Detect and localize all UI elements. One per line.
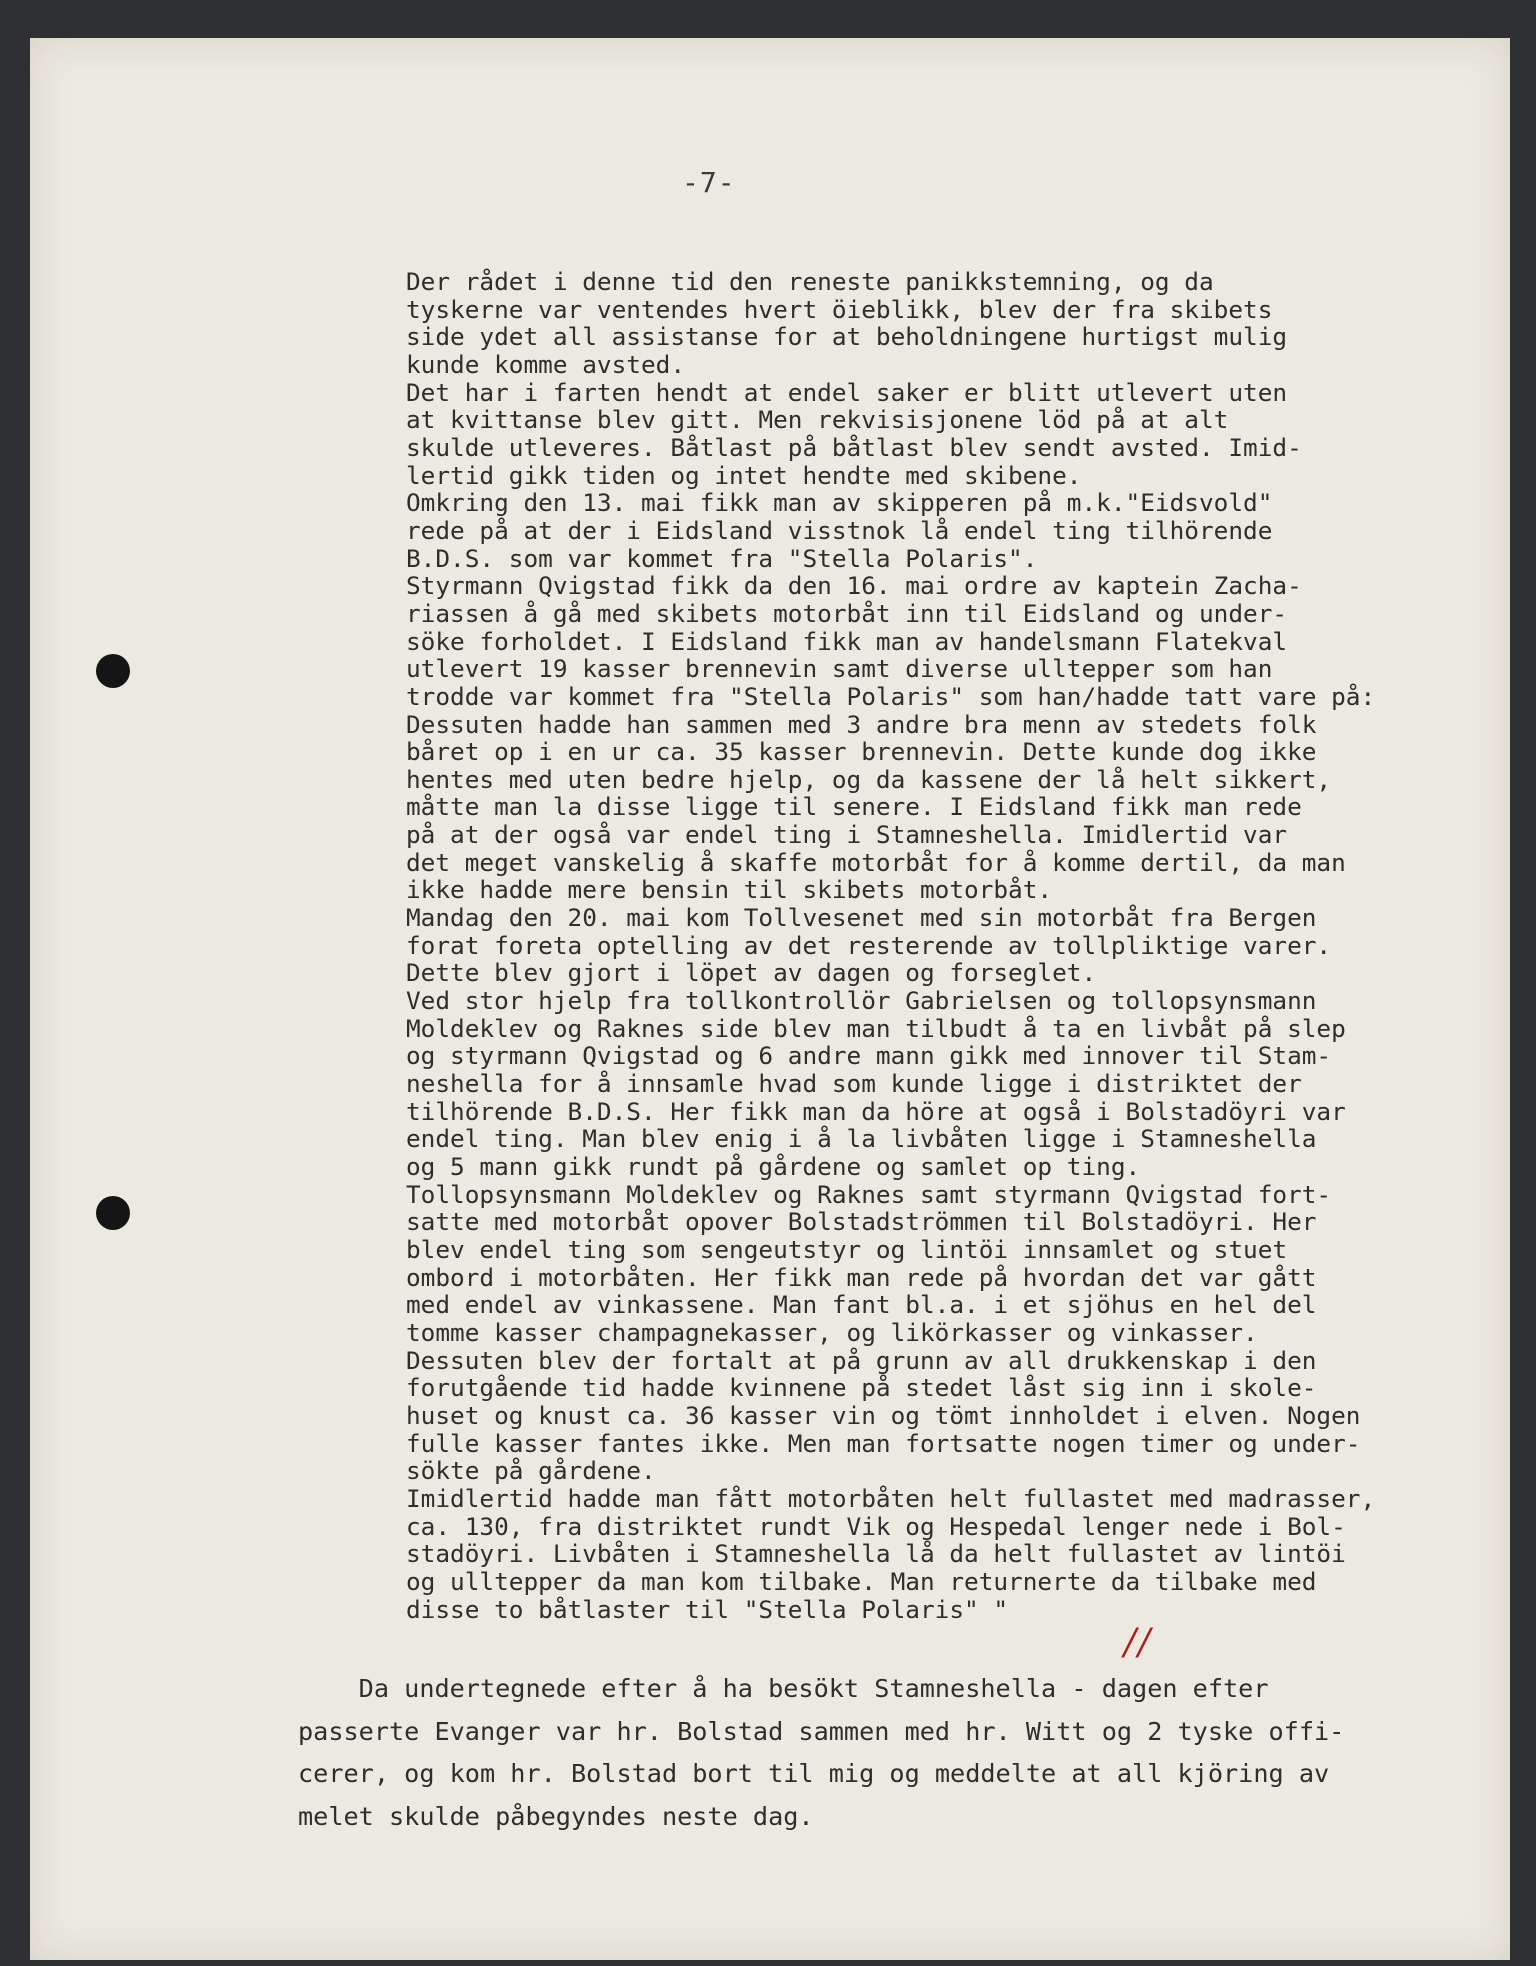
text-line: kunde komme avsted.	[406, 349, 686, 379]
text-line: og 5 mann gikk rundt på gårdene og samlet op ting.	[406, 1152, 1141, 1181]
text-line: fulle kasser fantes ikke. Men man fortsatte nogen timer og under-	[406, 1428, 1361, 1458]
text-line: forat foreta optelling av det resterende av tollpliktige varer.	[406, 930, 1332, 960]
text-line: utlevert 19 kasser brennevin samt diverse ulltepper som han	[406, 654, 1273, 684]
text-line: og ulltepper da man kom tilbake. Man returnerte da tilbake med	[406, 1566, 1317, 1596]
quoted-report-text	[406, 268, 1506, 1623]
text-line: endel ting. Man blev enig i å la livbåten ligge i Stamneshella	[406, 1124, 1317, 1154]
text-line: med endel av vinkassene. Man fant bl.a. i et sjöhus en hel del	[406, 1290, 1317, 1320]
text-line: Dette blev gjort i löpet av dagen og forseglet.	[406, 958, 1097, 988]
text-line: Dessuten blev der fortalt at på grunn av all drukkenskap i den	[406, 1345, 1317, 1375]
text-line: huset og knust ca. 36 kasser vin og tömt innholdet i elven. Nogen	[406, 1400, 1361, 1430]
text-line: stadöyri. Livbåten i Stamneshella lå da helt fullastet av lintöi	[406, 1539, 1346, 1569]
text-line: tyskerne var ventendes hvert öieblikk, blev der fra skibets	[406, 294, 1273, 324]
text-line: Mandag den 20. mai kom Tollvesenet med sin motorbåt fra Bergen	[406, 903, 1317, 933]
text-line: lertid gikk tiden og intet hendte med skibene.	[406, 460, 1082, 490]
text-line: rede på at der i Eidsland visstnok lå endel ting tilhörende	[406, 515, 1273, 545]
text-line: Ved stor hjelp fra tollkontrollör Gabrielsen og tollopsynsmann	[406, 986, 1317, 1016]
text-line: B.D.S. som var kommet fra "Stella Polaris".	[406, 543, 1038, 573]
page-number: -7-	[682, 166, 736, 199]
body-paragraph	[298, 1668, 1448, 1838]
text-line: Styrmann Qvigstad fikk da den 16. mai ordre av kaptein Zacha-	[406, 571, 1302, 601]
handwritten-closing-mark: //	[1124, 1622, 1153, 1663]
text-line: riassen å gå med skibets motorbåt inn til Eidsland og under-	[406, 598, 1288, 628]
punch-hole-upper	[96, 654, 130, 688]
text-line: neshella for å innsamle hvad som kunde ligge i distriktet der	[406, 1069, 1302, 1099]
text-line: side ydet all assistanse for at beholdningene hurtigst mulig	[406, 322, 1288, 352]
text-line: båret op i en ur ca. 35 kasser brennevin. Dette kunde dog ikke	[406, 737, 1317, 767]
text-line: tilhörende B.D.S. Her fikk man da höre at også i Bolstadöyri var	[406, 1096, 1346, 1126]
text-line: Det har i farten hendt at endel saker er blitt utlevert uten	[406, 377, 1288, 407]
text-line: det meget vanskelig å skaffe motorbåt for å komme dertil, da man	[406, 847, 1346, 877]
text-line: Da undertegnede efter å ha besökt Stamneshella - dagen efter	[298, 1674, 1269, 1703]
text-line: måtte man la disse ligge til senere. I Eidsland fikk man rede	[406, 792, 1302, 822]
text-line: söke forholdet. I Eidsland fikk man av handelsmann Flatekval	[406, 626, 1288, 656]
document-page	[30, 38, 1510, 1960]
text-line: passerte Evanger var hr. Bolstad sammen med hr. Witt og 2 tyske offi-	[298, 1716, 1345, 1746]
text-line: melet skulde påbegyndes neste dag.	[298, 1801, 814, 1831]
text-line: på at der også var endel ting i Stamneshella. Imidlertid var	[406, 820, 1288, 850]
text-line: ombord i motorbåten. Her fikk man rede på hvordan det var gått	[406, 1262, 1317, 1292]
text-line: Der rådet i denne tid den reneste panikkstemning, og da	[406, 267, 1214, 296]
text-line: ca. 130, fra distriktet rundt Vik og Hespedal lenger nede i Bol-	[406, 1511, 1346, 1541]
text-line: Moldeklev og Raknes side blev man tilbudt å ta en livbåt på slep	[406, 1013, 1346, 1043]
text-line: disse to båtlaster til "Stella Polaris" "	[406, 1594, 1009, 1624]
text-line: at kvittanse blev gitt. Men rekvisisjonene löd på at alt	[406, 405, 1229, 435]
text-line: satte med motorbåt opover Bolstadströmmen til Bolstadöyri. Her	[406, 1207, 1317, 1237]
text-line: Tollopsynsmann Moldeklev og Raknes samt styrmann Qvigstad fort-	[406, 1179, 1332, 1209]
text-line: cerer, og kom hr. Bolstad bort til mig og meddelte at all kjöring av	[298, 1759, 1330, 1788]
text-line: Dessuten hadde han sammen med 3 andre bra menn av stedets folk	[406, 709, 1317, 739]
text-line: Omkring den 13. mai fikk man av skipperen på m.k."Eidsvold"	[406, 488, 1273, 518]
text-line: trodde var kommet fra "Stella Polaris" som han/hadde tatt vare på:	[406, 681, 1376, 711]
text-line: og styrmann Qvigstad og 6 andre mann gikk med innover til Stam-	[406, 1041, 1332, 1071]
text-line: Imidlertid hadde man fått motorbåten helt fullastet med madrasser,	[406, 1483, 1376, 1513]
text-line: blev endel ting som sengeutstyr og lintöi innsamlet og stuet	[406, 1234, 1288, 1264]
text-line: skulde utleveres. Båtlast på båtlast blev sendt avsted. Imid-	[406, 432, 1302, 462]
text-line: tomme kasser champagnekasser, og likörkasser og vinkasser.	[406, 1317, 1258, 1347]
text-line: ikke hadde mere bensin til skibets motorbåt.	[406, 875, 1053, 905]
text-line: sökte på gårdene.	[406, 1456, 656, 1486]
punch-hole-lower	[96, 1196, 130, 1230]
text-line: hentes med uten bedre hjelp, og da kassene der lå helt sikkert,	[406, 764, 1332, 794]
text-line: forutgående tid hadde kvinnene på stedet låst sig inn i skole-	[406, 1373, 1317, 1403]
